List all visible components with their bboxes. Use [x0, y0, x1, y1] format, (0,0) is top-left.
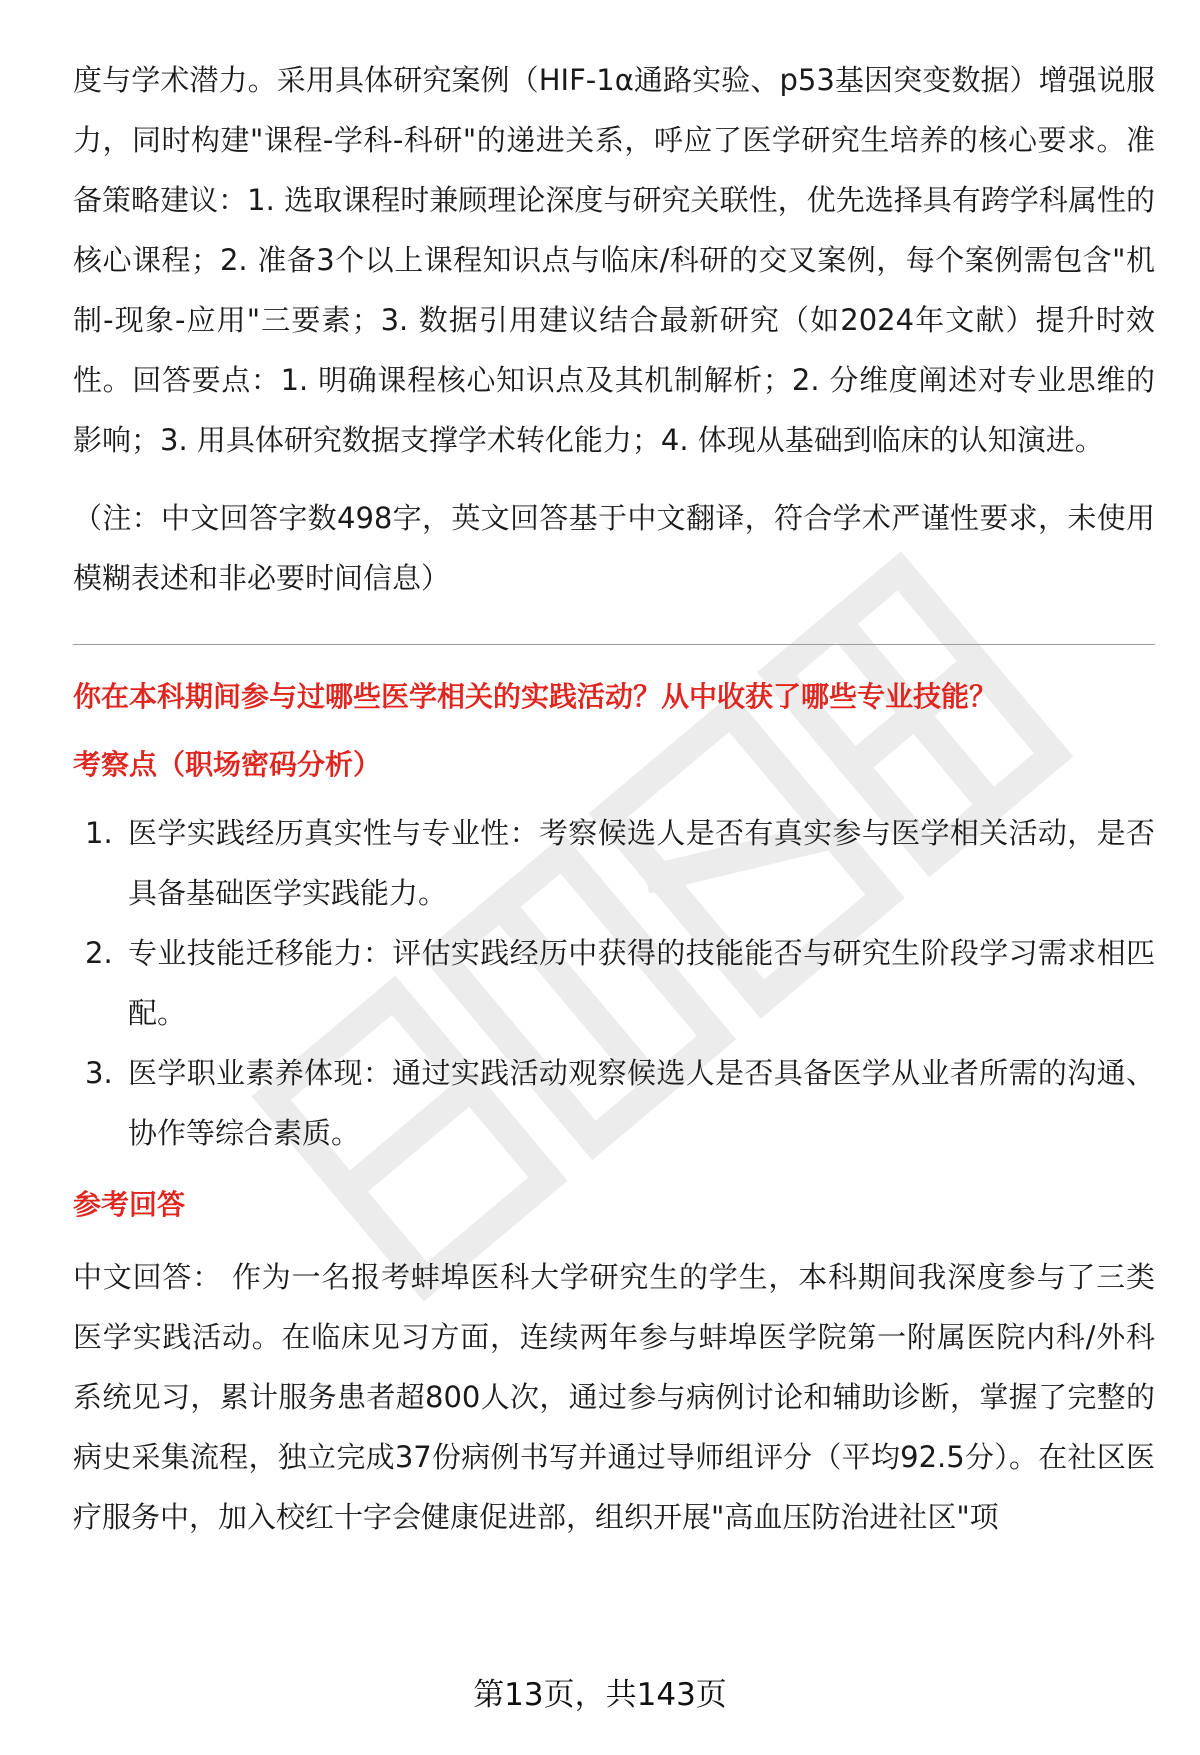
- answer-paragraph: 中文回答： 作为一名报考蚌埠医科大学研究生的学生，本科期间我深度参与了三类医学实践活动。在临床见习方面，连续两年参与蚌埠医学院第一附属医院内科/外科系统见习，累计服务患者超800人次，通过参与病例讨论和辅助诊断，掌握了完整的病史采集流程，独立完成37份病例书写并通过导师组评分（平均92.5分）。在社区医疗服务中，加入校红十字会健康促进部，组织开展"高血压防治进社区"项: [73, 1260, 1155, 1534]
- list-item-number: 3.: [85, 1056, 113, 1090]
- intro-paragraph: 度与学术潜力。采用具体研究案例（HIF-1α通路实验、p53基因突变数据）增强说服力，同时构建"课程-学科-科研"的递进关系，呼应了医学研究生培养的核心要求。准备策略建议：1. 选取课程时兼顾理论深度与研究关联性，优先选择具有跨学科属性的核心课程；2. 准备3个以上课程知识点与临床/科研的交叉案例，每个案例需包含"机制-现象-应用"三要素；3. 数据引用建议结合最新研究（如2024年文献）提升时效性。回答要点：1. 明确课程核心知识点及其机制解析；2. 分维度阐述对专业思维的影响；3. 用具体研究数据支撑学术转化能力；4. 体现从基础到临床的认知演进。: [73, 63, 1155, 457]
- section-divider: [73, 644, 1155, 645]
- examination-heading: 考察点（职场密码分析）: [73, 748, 382, 781]
- list-item: [73, 1043, 1155, 1163]
- list-item-text: 医学实践经历真实性与专业性：考察候选人是否有真实参与医学相关活动，是否具备基础医学实践能力。: [128, 816, 1155, 910]
- page-number-footer: 第13页，共143页: [473, 1677, 727, 1713]
- list-item: [73, 923, 1155, 1043]
- reference-answer-heading: 参考回答: [73, 1188, 186, 1221]
- list-item-text: 医学职业素养体现：通过实践活动观察候选人是否具备医学从业者所需的沟通、协作等综合素质。: [128, 1056, 1155, 1150]
- list-item-number: 2.: [85, 936, 113, 970]
- examination-points-list: [73, 803, 1155, 1163]
- list-item-number: 1.: [85, 816, 113, 850]
- list-item: [73, 803, 1155, 923]
- list-item-text: 专业技能迁移能力：评估实践经历中获得的技能能否与研究生阶段学习需求相匹配。: [128, 936, 1155, 1030]
- document-page: [73, 50, 1155, 1547]
- note-paragraph: （注：中文回答字数498字，英文回答基于中文翻译，符合学术严谨性要求，未使用模糊表述和非必要时间信息）: [73, 501, 1155, 595]
- question-heading: 你在本科期间参与过哪些医学相关的实践活动？从中收获了哪些专业技能？: [73, 680, 998, 713]
